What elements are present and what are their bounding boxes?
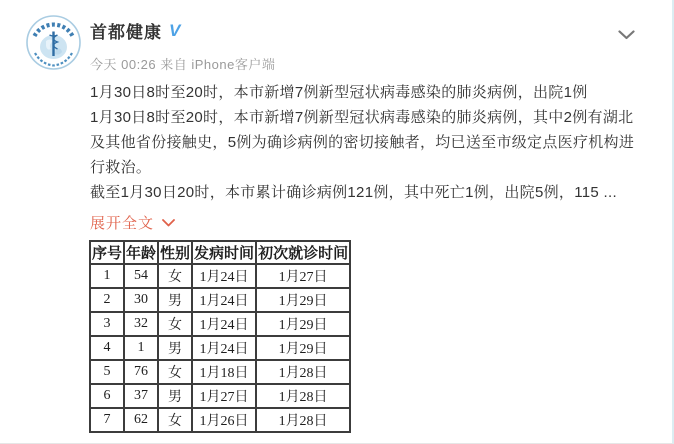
case-table — [89, 240, 351, 433]
table-cell: 1月18日 — [192, 360, 256, 384]
table-row — [90, 360, 350, 384]
table-cell: 女 — [158, 360, 192, 384]
table-cell: 1 — [90, 264, 124, 288]
expand-full-text-link[interactable] — [90, 212, 175, 233]
table-header-cell: 年龄 — [124, 241, 158, 264]
post-text-line: 行救治。 — [90, 159, 152, 176]
table-cell: 1月24日 — [192, 312, 256, 336]
table-cell: 1月27日 — [256, 264, 350, 288]
post-meta: 今天 00:26 来自 iPhone客户端 — [90, 57, 276, 72]
table-row — [90, 288, 350, 312]
account-name[interactable]: 首都健康 — [90, 23, 162, 42]
table-cell: 3 — [90, 312, 124, 336]
table-header-cell: 性别 — [158, 241, 192, 264]
table-cell: 男 — [158, 336, 192, 360]
table-row — [90, 312, 350, 336]
table-row — [90, 264, 350, 288]
table-cell: 1月28日 — [256, 384, 350, 408]
table-cell: 1月24日 — [192, 336, 256, 360]
chevron-down-icon — [618, 30, 635, 40]
table-row — [90, 384, 350, 408]
table-cell: 1月24日 — [192, 264, 256, 288]
table-cell: 女 — [158, 408, 192, 432]
table-cell: 1月26日 — [192, 408, 256, 432]
table-header-row — [90, 241, 350, 264]
table-cell: 1月29日 — [256, 312, 350, 336]
table-cell: 1月29日 — [256, 288, 350, 312]
table-cell: 54 — [124, 264, 158, 288]
table-cell: 4 — [90, 336, 124, 360]
table-cell: 6 — [90, 384, 124, 408]
table-cell: 女 — [158, 264, 192, 288]
post-text-line: 1月30日8时至20时，本市新增7例新型冠状病毒感染的肺炎病例，其中2例有湖北 — [90, 109, 634, 126]
table-header-cell: 发病时间 — [192, 241, 256, 264]
table-cell: 男 — [158, 288, 192, 312]
table-cell: 62 — [124, 408, 158, 432]
health-commission-seal-icon — [26, 15, 81, 70]
table-cell: 37 — [124, 384, 158, 408]
chevron-down-icon — [162, 219, 175, 227]
post-header — [26, 15, 652, 73]
table-cell: 2 — [90, 288, 124, 312]
table-header-cell: 序号 — [90, 241, 124, 264]
post-text-line: 及其他省份接触史，5例为确诊病例的密切接触者，均已送至市级定点医疗机构进 — [90, 134, 635, 151]
table-row — [90, 408, 350, 432]
table-row — [90, 336, 350, 360]
header-text — [90, 18, 275, 73]
expand-full-text-label: 展开全文 — [90, 215, 155, 232]
post-text — [90, 80, 672, 233]
table-cell: 1月28日 — [256, 360, 350, 384]
post-text-line: 截至1月30日20时，本市累计确诊病例121例，其中死亡1例，出院5例，115 ... — [90, 184, 617, 201]
table-cell: 5 — [90, 360, 124, 384]
table-header-cell: 初次就诊时间 — [256, 241, 350, 264]
post-text-line: 1月30日8时至20时，本市新增7例新型冠状病毒感染的肺炎病例，出院1例 — [90, 84, 588, 101]
table-cell: 1月24日 — [192, 288, 256, 312]
verified-badge-icon: V — [169, 20, 181, 40]
table-cell: 女 — [158, 312, 192, 336]
table-cell: 32 — [124, 312, 158, 336]
avatar[interactable] — [26, 15, 81, 70]
table-cell: 1月27日 — [192, 384, 256, 408]
table-cell: 1 — [124, 336, 158, 360]
collapse-menu-button[interactable] — [614, 25, 638, 45]
table-cell: 30 — [124, 288, 158, 312]
table-cell: 76 — [124, 360, 158, 384]
table-cell: 7 — [90, 408, 124, 432]
table-cell: 1月28日 — [256, 408, 350, 432]
table-cell: 1月29日 — [256, 336, 350, 360]
case-table-image[interactable] — [89, 240, 351, 433]
table-cell: 男 — [158, 384, 192, 408]
